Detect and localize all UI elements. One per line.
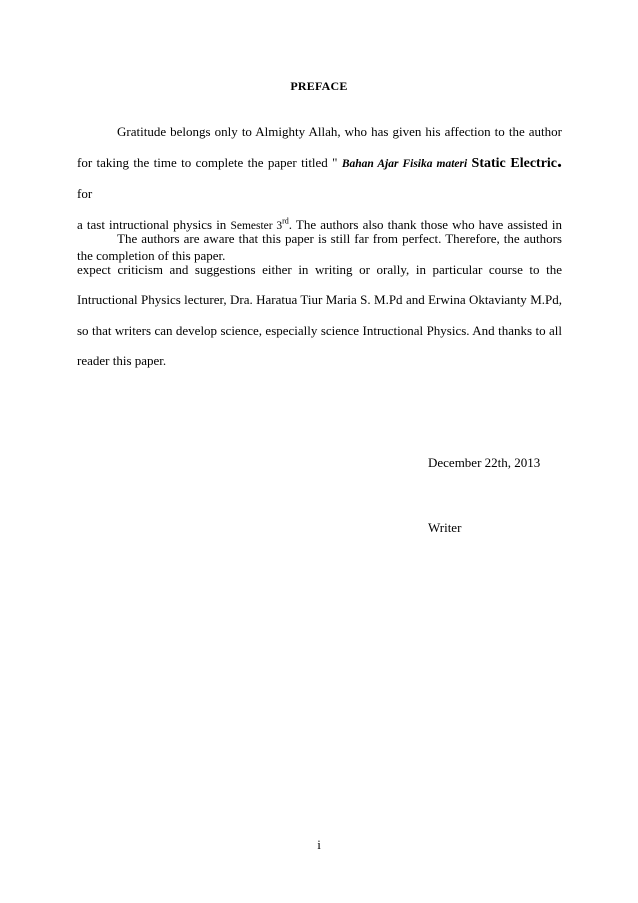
page-title: PREFACE <box>290 79 348 93</box>
paper-title-dot: . <box>557 149 563 172</box>
preface-paragraph-2 <box>77 224 562 377</box>
paragraph-line <box>77 346 562 377</box>
paragraph-line <box>77 117 562 148</box>
paper-title-italic: Bahan Ajar Fisika materi <box>341 157 468 170</box>
paragraph-line <box>77 224 562 255</box>
paragraph-text: Intructional Physics lecturer, Dra. Haratua Tiur Maria S. M.Pd and Erwina Oktavianty M.Pd, <box>77 292 562 307</box>
paragraph-text: reader this paper. <box>77 353 167 368</box>
paragraph-text: the completion of this paper. <box>77 248 226 263</box>
paragraph-text: for taking the time to complete the paper titled " <box>77 154 342 170</box>
paper-title-bold: Static Electric <box>471 155 558 171</box>
paragraph-text: Gratitude belongs only to Almighty Allah, who has given his affection to the author <box>117 124 562 139</box>
paragraph-text: a tast intructional physics in <box>77 216 227 232</box>
semester-text: Semester 3 <box>230 219 283 232</box>
paragraph-line <box>77 285 562 316</box>
paragraph-text: for <box>77 186 93 201</box>
page-number: i <box>317 837 321 852</box>
paragraph-text: The authors are aware that this paper is still far from perfect. Therefore, the authors <box>117 231 562 246</box>
paragraph-text: expect criticism and suggestions either in writing or orally, in particular course to the <box>77 261 562 277</box>
semester-superscript: rd <box>282 216 289 226</box>
paragraph-text: so that writers can develop science, especially science Intructional Physics. And thanks to all <box>77 322 562 338</box>
paragraph-line <box>77 148 562 210</box>
date-text: December 22th, 2013 <box>428 455 541 470</box>
signature-text: Writer <box>428 520 462 535</box>
paragraph-line <box>77 316 562 347</box>
paragraph-line <box>77 255 562 286</box>
paragraph-text: . The authors also thank those who have assisted in <box>288 216 562 232</box>
